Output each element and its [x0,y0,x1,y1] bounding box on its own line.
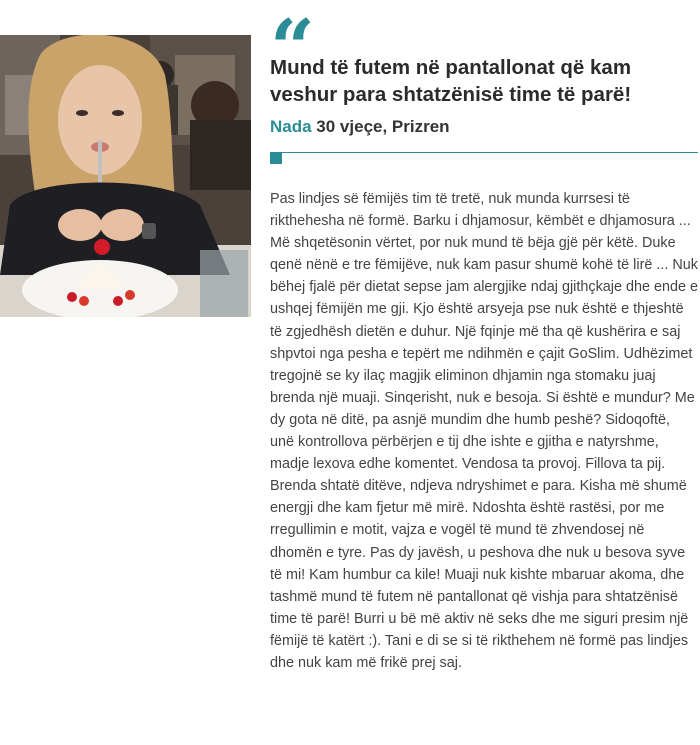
testimonial-body: Pas lindjes së fëmijës tim të tretë, nuk munda kurrsesi të rikthehesha në formë. Barku i dhjamosur, këmbët e dhjamosura ... Më shqetësonin vërtet, por nuk mund të bëja gjë për këtë. Duke qenë nënë e tre fëmijëve, nuk kam pasur shumë kohë të lirë ... Nuk bëhej fjalë për dietat sepse jam alergjike ndaj gjithçkaje dhe ende e ushqej fëmijën me gji. Kjo është arsyeja pse nuk është e thjeshtë të zgjedhësh dietën e duhur. Një fqinje më tha që kushërira e saj shpvtoi nga pesha e tepërt me ndihmën e çajit GoSlim. Udhëzimet tregojnë se ky ilaç magjik eliminon dhjamin nga stomaku juaj brenda një muaji. Sinqerisht, nuk e besoja. Si është e mundur? Me dy gota në ditë, pa asnjë mundim dhe humb peshë? Sidoqoftë, unë kontrollova përbërjen e tij dhe ishte e gjitha e natyrshme, madje lexova edhe komentet. Vendosa ta provoj. Fillova ta pij. Brenda shtatë ditëve, ndjeva ndryshimet e para. Kisha më shumë energji dhe kam fjetur më mirë. Ndoshta është rastësi, por me rregullimin e motit, vajza e vogël të mund të zhvendosej në dhomën e tyre. Pas dy javësh, u peshova dhe nuk u besova syve të mi! Kam humbur ca kile! Muaji nuk kishte mbaruar akoma, dhe tashmë mund të futem në pantallonat që vishja para shtatzënisë time të parë! Burri u bë më aktiv në seks dhe me siguri presim një fëmijë të katërt :). Tani e di se si të rikthehem në formë pas lindjes dhe nuk kam më frikë prej saj. [270,191,699,671]
testimonial-photo [0,35,251,317]
testimonial-headline: Mund të futem në pantallonat që kam veshur para shtatzënisë time të parë! [270,56,632,106]
author-details: 30 vjeçe, Prizren [311,117,450,136]
author-name: Nada [270,117,312,136]
divider-line [270,152,698,153]
quote-icon: “ [270,3,309,94]
divider-marker [270,152,282,164]
testimonial-author [270,116,450,138]
